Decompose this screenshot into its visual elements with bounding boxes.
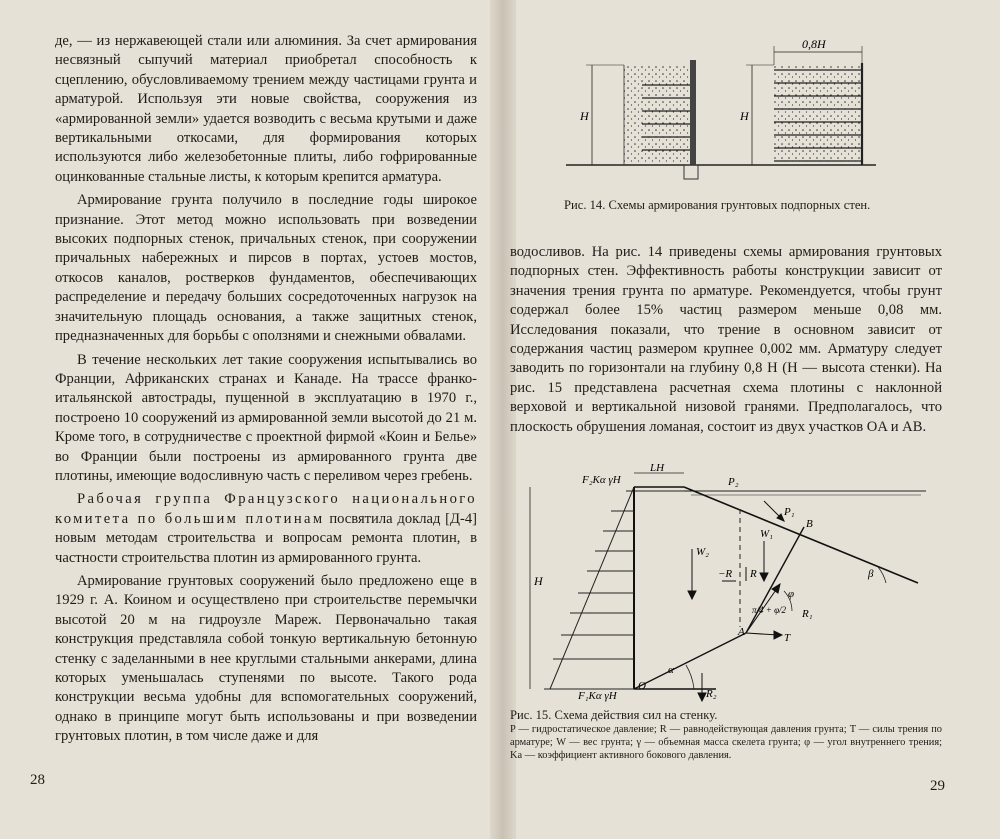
- page-number-left: 28: [30, 772, 45, 788]
- right-text-column: [510, 243, 942, 437]
- figure-14-caption: Рис. 14. Схемы армирования грунтовых подпорных стен.: [564, 198, 871, 212]
- left-paragraph-3: В течение нескольких лет такие сооружения испытывались во Франции, Африканских странах и Канаде. На трассе франко-итальянской автострады, пущенной в эксплуатацию в 1970 г., построено 10 сооружений из армированной земли высотой до 21 м. Кроме того, в сотрудничестве с проектной фирмой «Коин и Белье» во Франции были построены из армированного грунта две плотины, имеющие водосливную часть с переливом через гребень.: [55, 351, 477, 484]
- fig15-a-label: A: [738, 626, 745, 638]
- fig15-w2-label: W₂: [696, 546, 709, 558]
- fig15-top-pressure-label: F₂Kα γH: [582, 474, 621, 486]
- fig15-r1-label: R₁: [802, 608, 813, 620]
- right-paragraph-1: водосливов. На рис. 14 приведены схемы армирования грунтовых подпорных стен. Эффективность работы конструкции зависит от значения трения грунта по арматуре. Рекомендуется, чтобы грунт содержал более 15% частиц размером меньше 0,08 мм. Исследования показали, что трение в основном зависит от содержания частиц размером крупнее 0,002 мм. Арматуру следует заводить по горизонтали на глубину 0,8 H (H — высота стенки). На рис. 15 представлена расчетная схема плотины с наклонной верховой и вертикальной низовой гранями. Предполагалось, что плоскость обрушения ломаная, состоит из двух участков OA и AB.: [510, 244, 942, 435]
- fig15-h-label: H: [534, 574, 543, 588]
- fig15-angle-label: π/4 + φ/2: [752, 605, 787, 615]
- committee-name: Рабочая группа Французского национального комитета по большим плотинам: [55, 491, 477, 527]
- left-text-column: [55, 32, 477, 747]
- fig15-alpha-label: α: [668, 664, 674, 676]
- fig15-o-label: O: [638, 680, 646, 692]
- left-paragraph-5: Армирование грунтовых сооружений было предложено еще в 1929 г. А. Коином и осуществлено при строительстве перемычки высотой 20 м на гидроузле Мареж. Первоначально такая конструкция представляла собой тонкую вертикальную бетонную стенку с заделанными в нее круглыми стальными анкерами, длина которых уменьшалась ступенями по высоте. Такого рода конструкции весьма удобны для вспомогательных сооружений, однако в принципе могут быть использованы и при возведении грунтовых плотин, в том числе даже и для: [55, 572, 477, 745]
- figure-15-caption: Рис. 15. Схема действия сил на стенку.: [510, 708, 718, 722]
- fig15-minus-r-label: −R: [718, 568, 733, 580]
- committee-rest: посвятила доклад [Д-4] новым методам строительства и вопросам ремонта плотин, в частности строительства плотин из армированного грунта.: [55, 510, 477, 566]
- fig15-p2-label: P₂: [728, 476, 739, 488]
- fig15-w1-label: W₁: [760, 528, 773, 540]
- left-paragraph-4: [55, 490, 477, 568]
- fig14-width-label: 0,8H: [802, 37, 826, 51]
- page-number-right: 29: [930, 778, 945, 794]
- figure-15-legend: P — гидростатическое давление; R — равнодействующая давления грунта; T — силы трения по арматуре; W — вес грунта; γ — объемная масса скелета грунта; φ — угол внутреннего трения; Ka — коэффициент активного бокового давления.: [510, 724, 942, 761]
- fig15-beta-label: β: [868, 568, 874, 580]
- figure-15: [516, 463, 936, 703]
- fig14-right-h-label: H: [740, 109, 749, 123]
- left-paragraph-1: де, — из нержавеющей стали или алюминия. За счет армирования несвязный сыпучий материал приобретал способность к сцеплению, обусловливаемому трением между частицами грунта и арматурой. Используя эти новые свойства, сооружения из «армированной земли» удается возводить с весьма крутыми и даже вертикальными откосами, для формирования которых используются либо железобетонные плиты, либо гофрированные оцинкованные стальные листы, к которым крепится арматура.: [55, 33, 477, 185]
- fig15-failure-plane-ab: [746, 527, 804, 633]
- fig15-failure-plane-oa: [634, 633, 746, 689]
- left-paragraph-2: Армирование грунта получило в последние годы широкое признание. Этот метод можно использовать при возведении высоких подпорных стенок, причальных стенок, при сооружении причальных набережных и пирсов в портах, устоев мостов, откосов каналов, ростверков фундаментов, обеспечивающих распределение и передачу больших сосредоточенных нагрузок на значительную площадь основания, а также защитных стенок, предназначенных для борьбы с оползнями и снежными обвалами.: [55, 192, 477, 345]
- fig14-right-soil: [774, 65, 862, 165]
- fig15-lh-label: LH: [650, 463, 665, 474]
- fig15-t-label: T: [784, 632, 791, 644]
- fig15-r-label: R: [750, 568, 757, 580]
- fig15-p1-label: P₁: [784, 506, 795, 518]
- right-page: [510, 0, 1000, 839]
- left-page: [0, 0, 490, 839]
- fig14-left-wall: [690, 60, 696, 165]
- fig15-b-label: B: [806, 518, 813, 530]
- fig14-left-h-label: H: [580, 109, 589, 123]
- fig15-phi-label: φ: [788, 588, 795, 600]
- fig15-bottom-pressure-label: F₁Kα γH: [578, 690, 617, 702]
- figure-14: [556, 30, 896, 190]
- fig15-r2-label: R₂: [706, 688, 717, 700]
